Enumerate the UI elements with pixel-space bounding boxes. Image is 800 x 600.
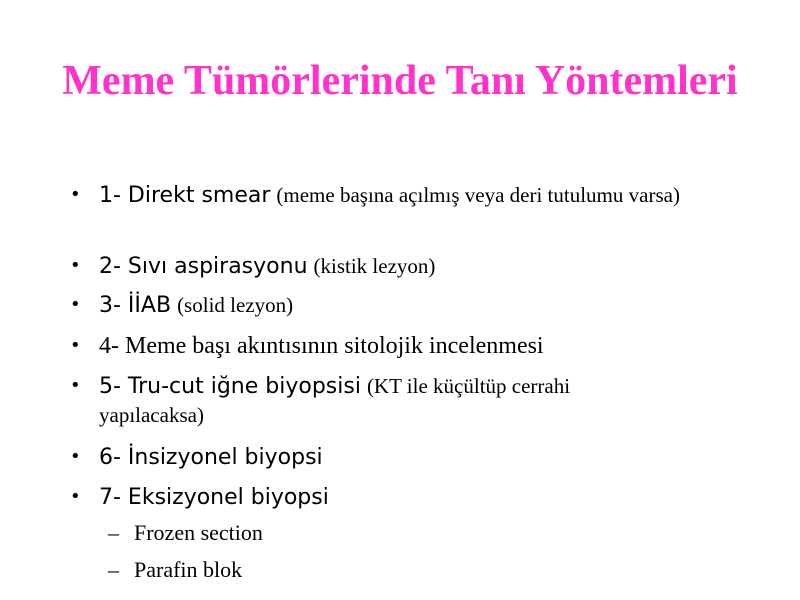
list-item-incisional xyxy=(70,443,680,472)
list-item-excisional xyxy=(70,483,680,512)
item-note: (solid lezyon) xyxy=(177,293,294,317)
sub-item-label: Frozen section xyxy=(134,520,263,545)
item-lead: 4- Meme başı akıntısının sitolojik incelenmesi xyxy=(99,333,544,359)
sub-item-label: Parafin blok xyxy=(134,557,243,582)
bullet-icon: • xyxy=(70,294,81,315)
item-lead: 2- Sıvı aspirasyonu xyxy=(99,254,308,279)
list-item-nipple-discharge xyxy=(70,332,680,360)
item-note: (KT ile küçültüp cerrahi yapılacaksa) xyxy=(99,374,571,427)
sub-item-paraffin-block xyxy=(108,557,242,583)
bullet-icon: • xyxy=(70,335,81,356)
item-note: (kistik lezyon) xyxy=(313,254,436,278)
item-lead: 6- İnsizyonel biyopsi xyxy=(99,445,323,470)
bullet-icon: • xyxy=(70,446,81,467)
bullet-icon: • xyxy=(70,255,81,276)
item-lead: 7- Eksizyonel biyopsi xyxy=(99,485,329,510)
dash-icon: – xyxy=(108,520,119,545)
list-item-fna xyxy=(70,291,680,320)
list-item-tru-cut xyxy=(70,372,680,429)
item-lead: 5- Tru-cut iğne biyopsisi xyxy=(99,374,361,399)
sub-item-frozen-section xyxy=(108,520,263,546)
slide-title: Meme Tümörlerinde Tanı Yöntemleri xyxy=(62,58,738,104)
list-item-direct-smear xyxy=(70,181,680,210)
bullet-icon: • xyxy=(70,486,81,507)
item-note: (meme başına açılmış veya deri tutulumu varsa) xyxy=(276,183,680,207)
dash-icon: – xyxy=(108,557,119,582)
bullet-icon: • xyxy=(70,184,81,205)
list-item-fluid-aspiration xyxy=(70,252,680,281)
item-lead: 3- İİAB xyxy=(99,293,172,318)
item-lead: 1- Direkt smear xyxy=(99,183,271,208)
bullet-icon: • xyxy=(70,375,81,396)
